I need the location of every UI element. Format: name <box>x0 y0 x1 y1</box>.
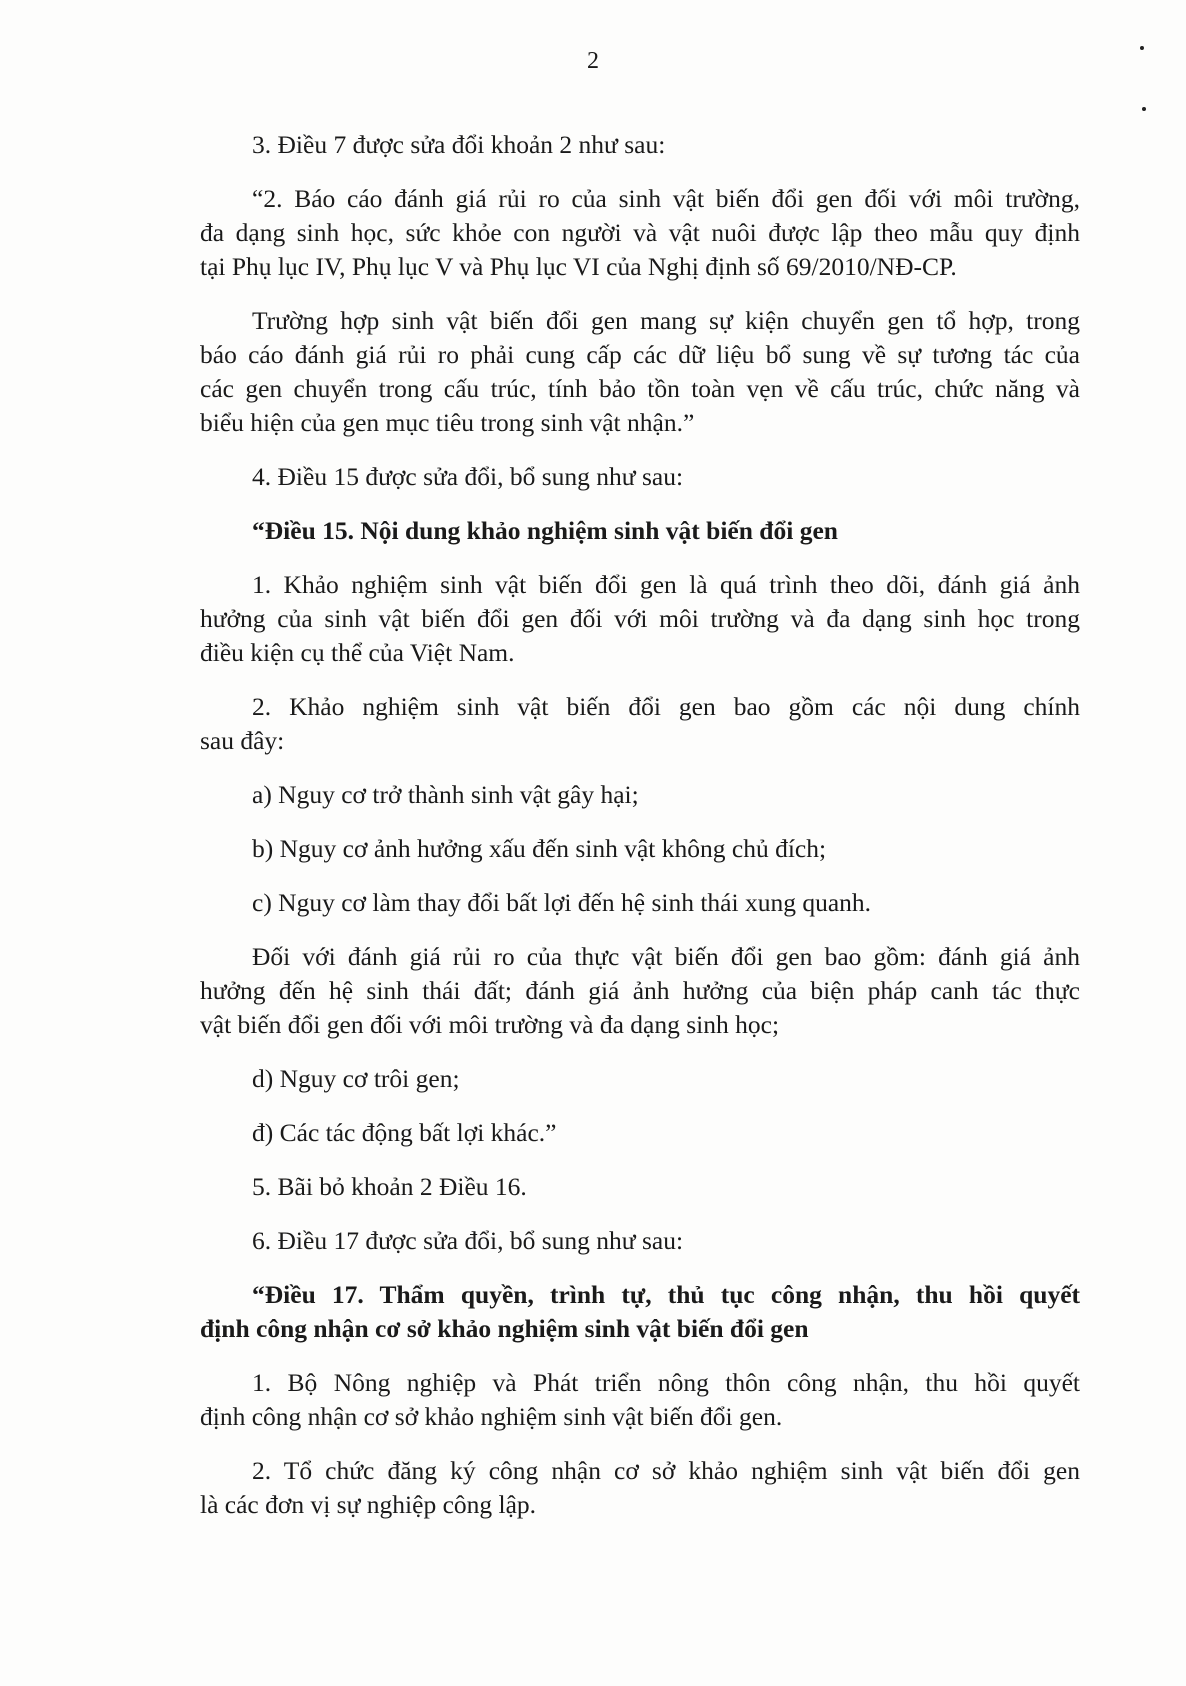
text-line: biểu hiện của gen mục tiêu trong sinh vật nhận.” <box>200 408 695 437</box>
scan-speck <box>1140 46 1144 50</box>
text-line: 4. Điều 15 được sửa đổi, bổ sung như sau: <box>252 462 684 491</box>
text-line: “2. Báo cáo đánh giá rủi ro của sinh vật biến đổi gen đối với môi trường, <box>252 184 1080 213</box>
text-line: báo cáo đánh giá rủi ro phải cung cấp các dữ liệu bổ sung về sự tương tác của <box>200 340 1080 369</box>
paragraph <box>200 778 1080 812</box>
text-line: định công nhận cơ sở khảo nghiệm sinh vật biến đổi gen. <box>200 1402 783 1431</box>
text-line: đ) Các tác động bất lợi khác.” <box>252 1118 557 1147</box>
paragraph <box>200 1116 1080 1150</box>
article-heading <box>200 514 1080 548</box>
text-line: hưởng đến hệ sinh thái đất; đánh giá ảnh hưởng của biện pháp canh tác thực <box>200 976 1080 1005</box>
paragraph <box>200 128 1080 162</box>
paragraph <box>200 1062 1080 1096</box>
paragraph <box>200 690 1080 758</box>
document-body <box>200 128 1080 1542</box>
text-line: vật biến đổi gen đối với môi trường và đa dạng sinh học; <box>200 1010 780 1039</box>
text-line: 5. Bãi bỏ khoản 2 Điều 16. <box>252 1172 527 1201</box>
text-line: là các đơn vị sự nghiệp công lập. <box>200 1490 537 1519</box>
paragraph <box>200 832 1080 866</box>
paragraph <box>200 940 1080 1042</box>
paragraph <box>200 886 1080 920</box>
text-line: 3. Điều 7 được sửa đổi khoản 2 như sau: <box>252 130 666 159</box>
text-line: hưởng của sinh vật biến đổi gen đối với môi trường và đa dạng sinh học trong <box>200 604 1080 633</box>
text-line: 6. Điều 17 được sửa đổi, bổ sung như sau: <box>252 1226 684 1255</box>
article-heading <box>200 1278 1080 1346</box>
paragraph <box>200 1454 1080 1522</box>
text-line: tại Phụ lục IV, Phụ lục V và Phụ lục VI của Nghị định số 69/2010/NĐ-CP. <box>200 252 957 281</box>
page-number: 2 <box>587 48 599 74</box>
text-line: 1. Bộ Nông nghiệp và Phát triển nông thôn công nhận, thu hồi quyết <box>252 1368 1080 1397</box>
text-line: b) Nguy cơ ảnh hưởng xấu đến sinh vật không chủ đích; <box>252 834 827 863</box>
paragraph <box>200 1224 1080 1258</box>
text-line: a) Nguy cơ trở thành sinh vật gây hại; <box>252 780 639 809</box>
text-line: 1. Khảo nghiệm sinh vật biến đổi gen là quá trình theo dõi, đánh giá ảnh <box>252 570 1080 599</box>
text-line: c) Nguy cơ làm thay đổi bất lợi đến hệ sinh thái xung quanh. <box>252 888 872 917</box>
text-line: Trường hợp sinh vật biến đổi gen mang sự kiện chuyển gen tổ hợp, trong <box>252 306 1080 335</box>
text-line: sau đây: <box>200 726 285 755</box>
paragraph <box>200 304 1080 440</box>
text-line: điều kiện cụ thể của Việt Nam. <box>200 638 515 667</box>
paragraph <box>200 460 1080 494</box>
paragraph <box>200 1366 1080 1434</box>
text-line: 2. Tổ chức đăng ký công nhận cơ sở khảo nghiệm sinh vật biến đổi gen <box>252 1456 1080 1485</box>
paragraph <box>200 182 1080 284</box>
paragraph <box>200 1170 1080 1204</box>
text-line: các gen chuyển trong cấu trúc, tính bảo tồn toàn vẹn về cấu trúc, chức năng và <box>200 374 1080 403</box>
text-line: Đối với đánh giá rủi ro của thực vật biến đổi gen bao gồm: đánh giá ảnh <box>252 942 1080 971</box>
text-line: 2. Khảo nghiệm sinh vật biến đổi gen bao gồm các nội dung chính <box>252 692 1080 721</box>
text-line: d) Nguy cơ trôi gen; <box>252 1064 460 1093</box>
text-line: định công nhận cơ sở khảo nghiệm sinh vật biến đổi gen <box>200 1314 809 1343</box>
paragraph <box>200 568 1080 670</box>
scan-speck <box>1142 107 1146 111</box>
text-line: “Điều 15. Nội dung khảo nghiệm sinh vật biến đổi gen <box>252 516 838 545</box>
text-line: đa dạng sinh học, sức khỏe con người và vật nuôi được lập theo mẫu quy định <box>200 218 1080 247</box>
text-line: “Điều 17. Thẩm quyền, trình tự, thủ tục công nhận, thu hồi quyết <box>252 1280 1080 1309</box>
